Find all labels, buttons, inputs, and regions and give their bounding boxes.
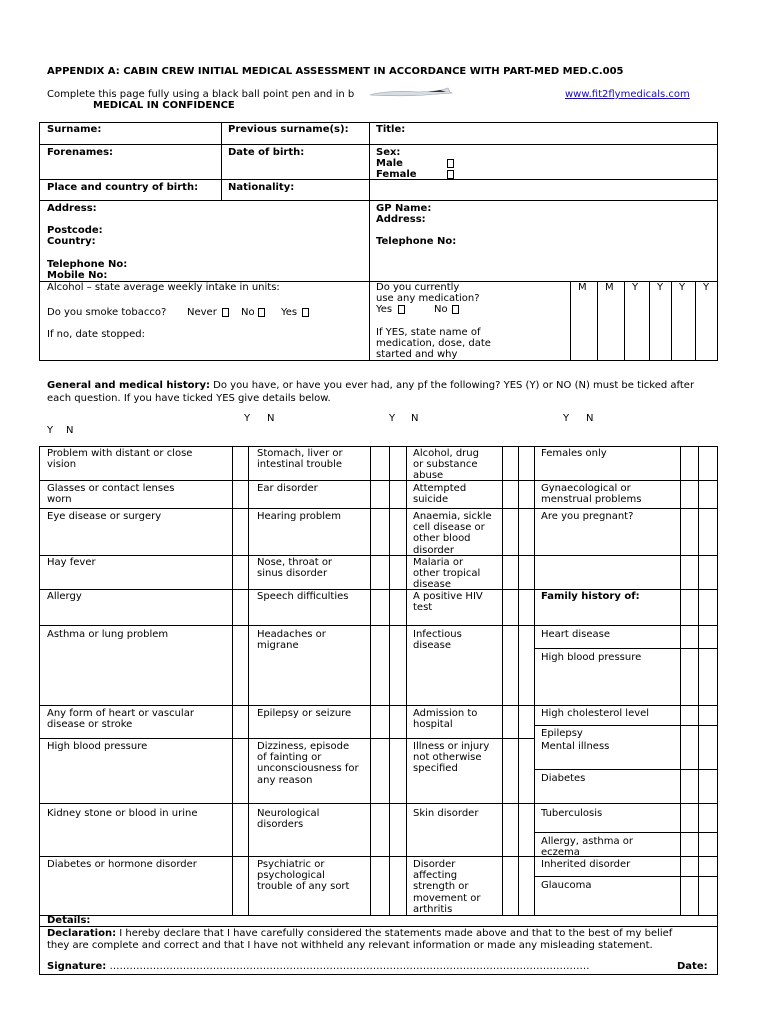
family-item: Inherited disorder	[541, 859, 631, 870]
date-letter: Y	[679, 282, 686, 293]
yes-column-label: Y	[389, 413, 396, 424]
address-label: Address:	[47, 203, 97, 214]
male-label: Male	[376, 158, 403, 169]
declaration-line-1	[47, 928, 672, 939]
medication-no-label: No	[434, 304, 448, 315]
family-item: Glaucoma	[541, 880, 592, 891]
history-item: Glasses or contact lenses worn	[47, 483, 175, 506]
female-checkbox[interactable]	[447, 170, 454, 179]
declaration-text: I hereby declare that I have carefully considered the statements made above and that to the best of my belief	[116, 928, 673, 939]
yes-column-label: Y	[47, 425, 54, 436]
history-item: Dizziness, episode of fainting or unconsciousness for any reason	[257, 741, 359, 786]
details-label: Details:	[47, 915, 91, 926]
date-letter: M	[605, 282, 614, 293]
gp-address-label: Address:	[376, 214, 426, 225]
date-label: Date:	[677, 961, 708, 972]
signature-label: Signature:	[47, 961, 107, 972]
history-item: Anaemia, sickle cell disease or other blood disorder	[413, 511, 492, 556]
telephone-label: Telephone No:	[47, 259, 128, 270]
history-intro	[47, 380, 694, 391]
yes-column-label: Y	[244, 413, 251, 424]
never-label: Never	[187, 307, 217, 318]
instructions: Complete this page fully using a black ball point pen and in b	[47, 89, 355, 100]
signature-line[interactable]: ………………………………………………………………………………………………………………………………	[106, 961, 590, 972]
mobile-label: Mobile No:	[47, 270, 108, 281]
form-title: APPENDIX A: CABIN CREW INITIAL MEDICAL ASSESSMENT IN ACCORDANCE WITH PART-MED MED.C.005	[47, 66, 624, 77]
history-item: Infectious disease	[413, 629, 462, 652]
history-intro-2: each question. If you have ticked YES give details below.	[47, 393, 331, 404]
history-item: Nose, throat or sinus disorder	[257, 557, 333, 580]
smoke-yes-label: Yes	[281, 307, 298, 318]
history-intro-text: Do you have, or have you ever had, any pf the following? YES (Y) or NO (N) must be ticked after	[209, 380, 695, 391]
family-item: High cholesterol level	[541, 708, 650, 719]
history-item: Headaches or migrane	[257, 629, 326, 652]
title-label: Title:	[376, 124, 406, 135]
no-column-label: N	[267, 413, 275, 424]
history-item: Eye disease or surgery	[47, 511, 162, 522]
history-item: Ear disorder	[257, 483, 318, 494]
family-history-heading: Family history of:	[541, 591, 640, 602]
male-checkbox[interactable]	[447, 159, 454, 168]
confidential-label: MEDICAL IN CONFIDENCE	[93, 100, 235, 111]
history-item: High blood pressure	[47, 741, 148, 752]
medication-details-label: If YES, state name of medication, dose, date started and why	[376, 327, 491, 361]
history-item: Alcohol, drug or substance abuse	[413, 448, 479, 482]
history-item: Diabetes or hormone disorder	[47, 859, 197, 870]
declaration-label: Declaration:	[47, 928, 117, 939]
history-item: Allergy	[47, 591, 82, 602]
airplane-logo	[368, 86, 454, 100]
date-stopped-label: If no, date stopped:	[47, 329, 146, 340]
history-item: Illness or injury not otherwise specified	[413, 741, 490, 775]
family-item: Mental illness	[541, 741, 610, 752]
history-item: Hay fever	[47, 557, 96, 568]
family-item: Epilepsy	[541, 728, 583, 739]
date-letter: Y	[632, 282, 639, 293]
history-item: Psychiatric or psychological trouble of any sort	[257, 859, 350, 893]
country-label: Country:	[47, 236, 96, 247]
family-item: High blood pressure	[541, 652, 642, 663]
website-link[interactable]: www.fit2flymedicals.com	[565, 89, 690, 100]
family-item: Diabetes	[541, 773, 586, 784]
alcohol-question: Alcohol – state average weekly intake in units:	[47, 282, 280, 293]
no-column-label: N	[411, 413, 419, 424]
history-item: Kidney stone or blood in urine	[47, 808, 198, 819]
medication-question: Do you currently use any medication?	[376, 282, 480, 305]
medication-yes-checkbox[interactable]	[398, 305, 405, 314]
history-item: Any form of heart or vascular disease or stroke	[47, 708, 194, 731]
declaration-line-2: they are complete and correct and that I have not withheld any relevant information or made any misleading statement.	[47, 940, 653, 951]
surname-label: Surname:	[47, 124, 102, 135]
family-item: Allergy, asthma or eczema	[541, 836, 633, 859]
no-column-label: N	[586, 413, 594, 424]
medication-no-checkbox[interactable]	[452, 305, 459, 314]
history-item: Epilepsy or seizure	[257, 708, 352, 719]
medication-yes-label: Yes	[376, 304, 393, 315]
dob-label: Date of birth:	[228, 147, 305, 158]
history-item: Disorder affecting strength or movement or arthritis	[413, 859, 481, 915]
history-item: Asthma or lung problem	[47, 629, 169, 640]
history-item: Attempted suicide	[413, 483, 467, 506]
gp-telephone-label: Telephone No:	[376, 236, 457, 247]
history-heading: General and medical history:	[47, 380, 210, 391]
smoke-question: Do you smoke tobacco?	[47, 307, 167, 318]
family-item: Tuberculosis	[541, 808, 603, 819]
signature-row	[47, 961, 589, 972]
smoke-no-checkbox[interactable]	[258, 308, 265, 317]
history-item: Stomach, liver or intestinal trouble	[257, 448, 343, 471]
history-item: A positive HIV test	[413, 591, 483, 614]
no-column-label: N	[66, 425, 74, 436]
place-of-birth-label: Place and country of birth:	[47, 182, 199, 193]
smoke-no-label: No	[241, 307, 255, 318]
gp-name-label: GP Name:	[376, 203, 432, 214]
female-item: Gynaecological or menstrual problems	[541, 483, 642, 506]
history-item: Hearing problem	[257, 511, 341, 522]
date-letter: Y	[703, 282, 710, 293]
history-item: Malaria or other tropical disease	[413, 557, 481, 591]
female-label: Female	[376, 169, 417, 180]
smoke-yes-checkbox[interactable]	[302, 308, 309, 317]
date-letter: Y	[657, 282, 664, 293]
nationality-label: Nationality:	[228, 182, 295, 193]
female-item: Are you pregnant?	[541, 511, 634, 522]
family-item: Heart disease	[541, 629, 610, 640]
personal-details-table	[39, 122, 718, 282]
history-item: Problem with distant or close vision	[47, 448, 193, 471]
females-only-heading: Females only	[541, 448, 607, 459]
history-item: Skin disorder	[413, 808, 479, 819]
history-item: Speech difficulties	[257, 591, 349, 602]
yes-column-label: Y	[563, 413, 570, 424]
forenames-label: Forenames:	[47, 147, 114, 158]
sex-label: Sex:	[376, 147, 401, 158]
history-item: Admission to hospital	[413, 708, 478, 731]
history-item: Neurological disorders	[257, 808, 320, 831]
never-checkbox[interactable]	[222, 308, 229, 317]
postcode-label: Postcode:	[47, 225, 103, 236]
previous-surname-label: Previous surname(s):	[228, 124, 349, 135]
date-letter: M	[578, 282, 587, 293]
